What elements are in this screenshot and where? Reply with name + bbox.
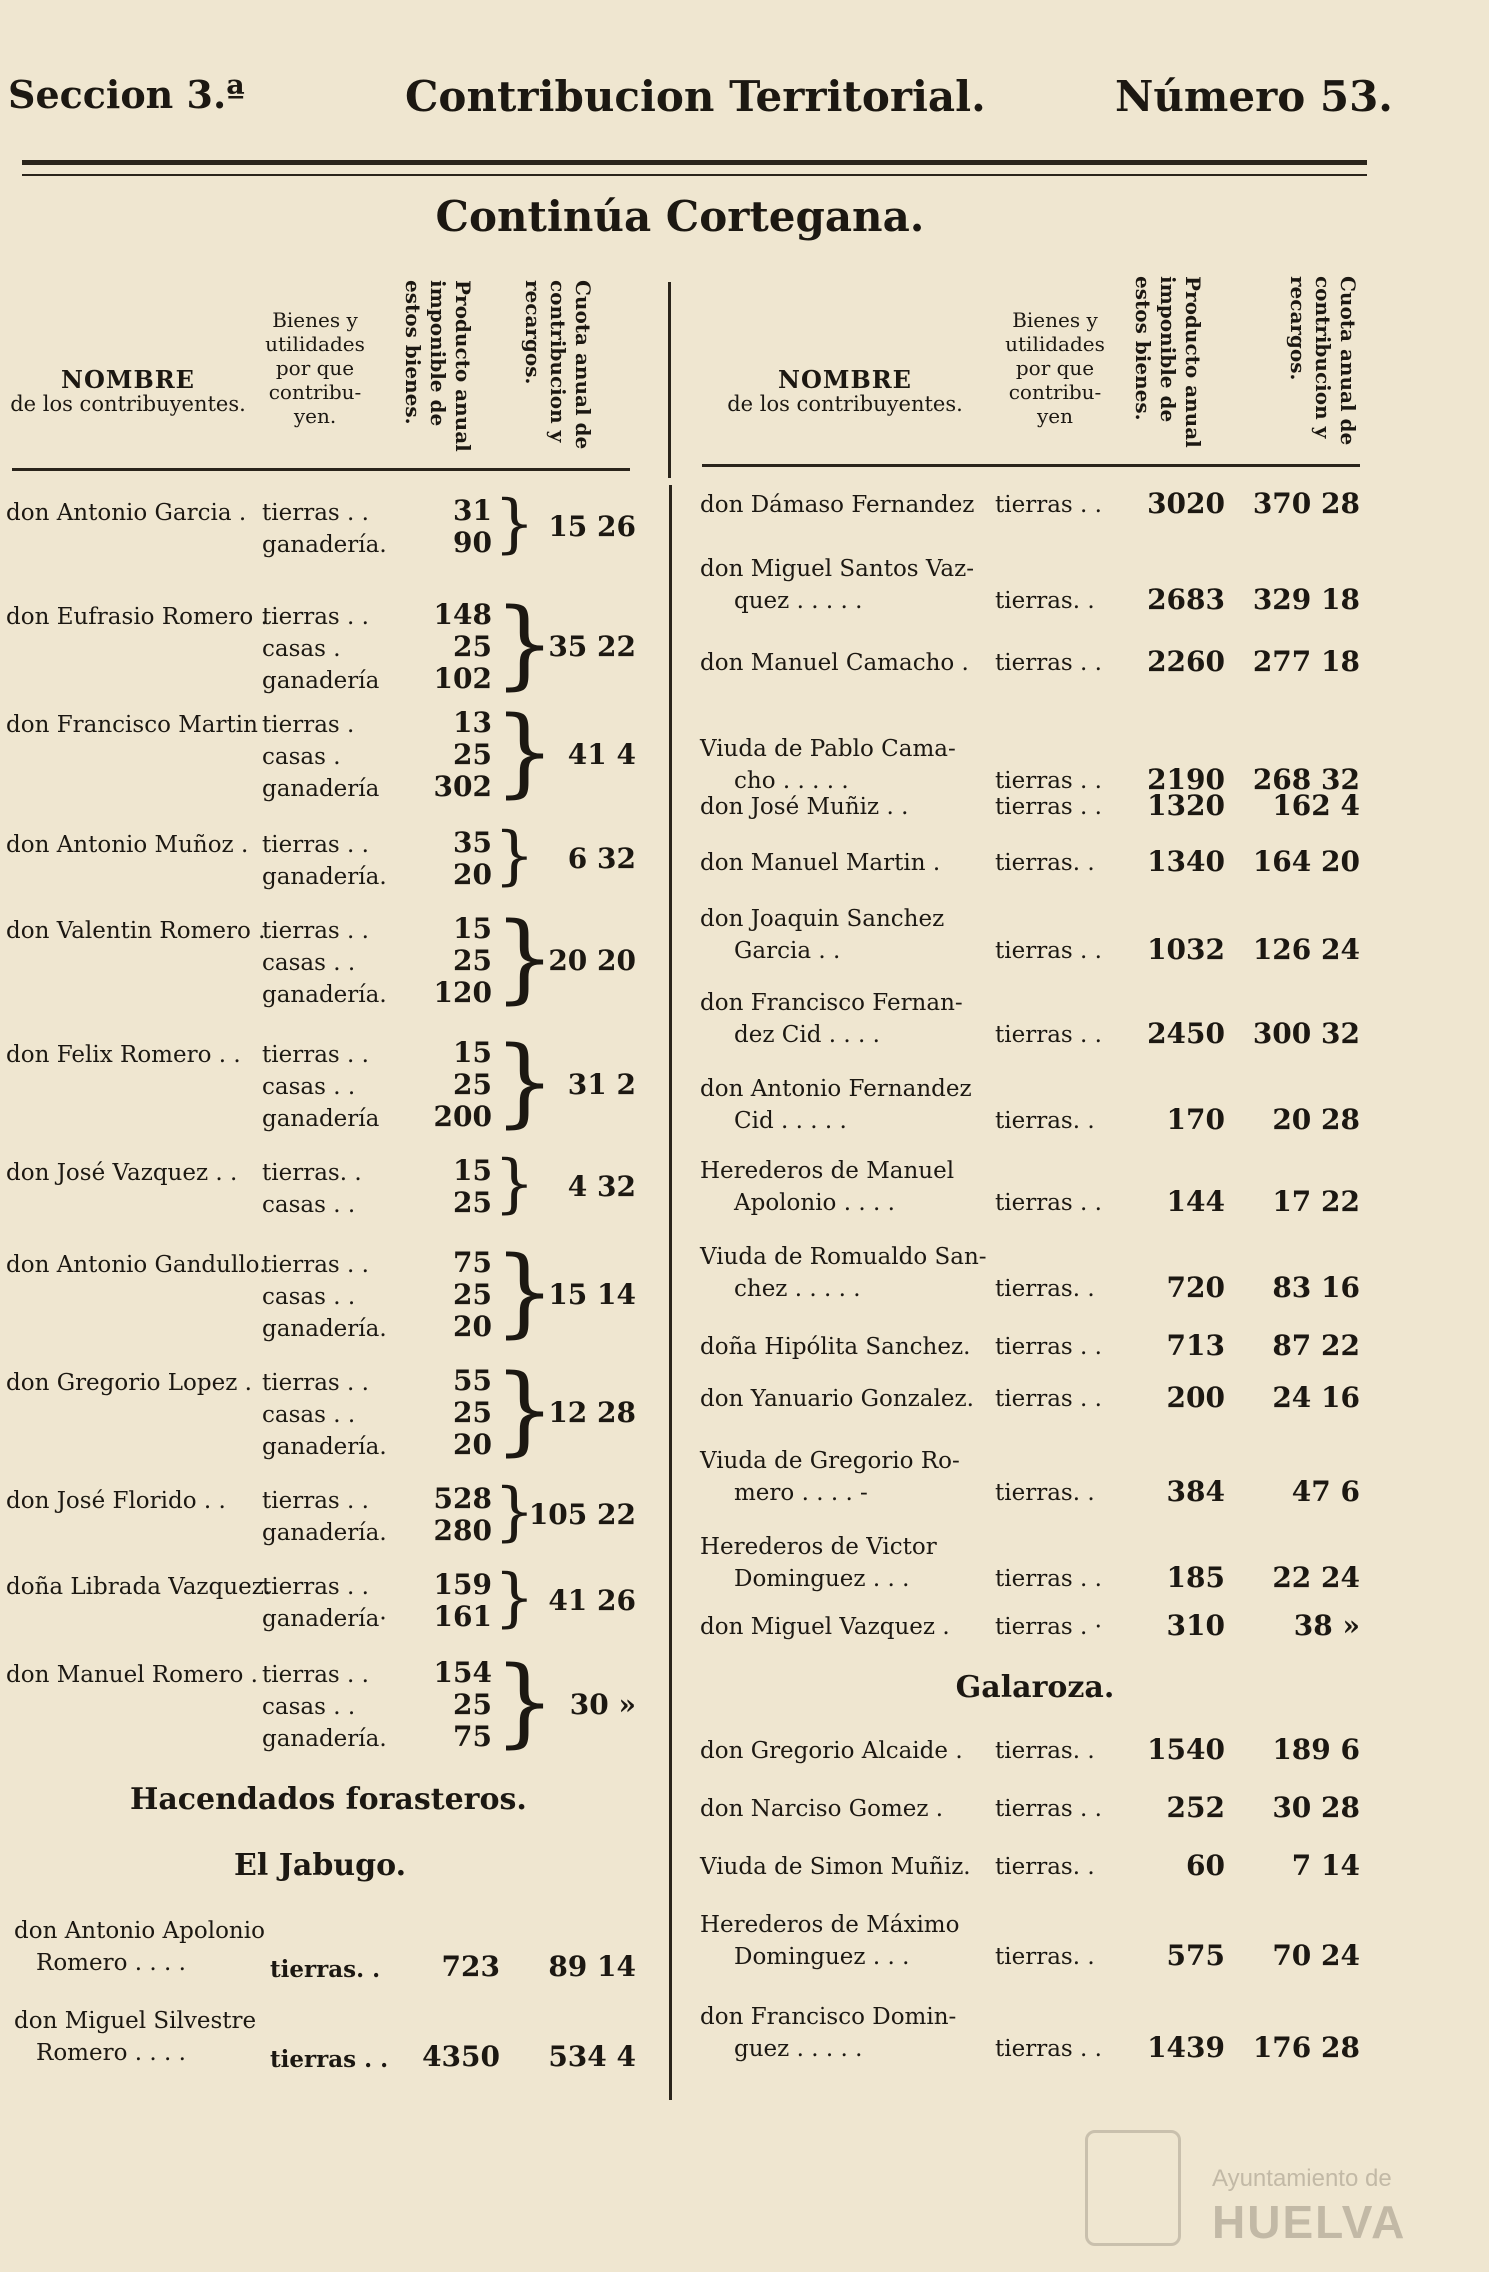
asset-type: tierras . . [995, 2036, 1102, 2062]
product-value: 280 [433, 1514, 492, 1547]
brace-icon: } [494, 819, 535, 893]
contributor-name: don Antonio Gandullo. [6, 1252, 267, 1278]
product-value: 2260 [1147, 645, 1225, 678]
contributor-name: don Narciso Gomez . [700, 1796, 944, 1822]
asset-type: casas . . [262, 1402, 356, 1428]
asset-type: ganadería. [262, 1726, 387, 1752]
product-value: 1320 [1147, 789, 1225, 822]
cuota-value: 534 4 [548, 2040, 636, 2073]
product-value: 75 [453, 1246, 492, 1279]
contributor-name: Viuda de Pablo Cama- [700, 736, 956, 762]
asset-type: tierras. . [995, 850, 1095, 876]
cuota-value: 35 22 [548, 630, 636, 663]
product-value: 120 [433, 976, 492, 1009]
product-value: 1340 [1147, 845, 1225, 878]
product-value: 575 [1166, 1939, 1225, 1972]
asset-type: casas . . [262, 1192, 356, 1218]
asset-type: ganadería [262, 1106, 380, 1132]
asset-type: tierras. . [995, 1276, 1095, 1302]
product-value: 2190 [1147, 763, 1225, 796]
subhead-hacendados: Hacendados forasteros. [130, 1782, 527, 1817]
asset-type: tierras . . [995, 794, 1102, 820]
product-value: 200 [1166, 1381, 1225, 1414]
product-value: 15 [453, 1154, 492, 1187]
product-value: 25 [453, 630, 492, 663]
cuota-value: 6 32 [567, 842, 636, 875]
contributor-name: don Miguel Silvestre [14, 2008, 257, 2034]
asset-type: tierras . . [995, 938, 1102, 964]
cuota-value: 164 20 [1252, 845, 1360, 878]
cuota-value: 4 32 [567, 1170, 636, 1203]
asset-type: ganadería. [262, 1520, 387, 1546]
bienes-label-line: utilidades [265, 332, 365, 356]
contributor-name: don Felix Romero . . [6, 1042, 241, 1068]
contributor-name: Viuda de Simon Muñiz. [700, 1854, 971, 1880]
product-value: 2683 [1147, 583, 1225, 616]
asset-type: tierras . . [995, 492, 1102, 518]
col-head-producto-right: Producto anual imponible de estos bienes. [1131, 276, 1205, 448]
brace-icon: } [494, 1354, 556, 1466]
contributor-name: don Miguel Santos Vaz- [700, 556, 975, 582]
asset-type: ganadería. [262, 532, 387, 558]
product-value: 75 [453, 1720, 492, 1753]
product-value: 1540 [1147, 1733, 1225, 1766]
product-value: 252 [1166, 1791, 1225, 1824]
brace-icon: } [494, 696, 556, 808]
col-head-bienes-right [990, 308, 1120, 428]
contributor-name: don Francisco Fernan- [700, 990, 963, 1016]
product-value: 4350 [422, 2040, 500, 2073]
page-title: Continúa Cortegana. [435, 192, 925, 241]
cuota-value: 70 24 [1272, 1939, 1360, 1972]
contributor-name-cont: Apolonio . . . . [734, 1190, 895, 1216]
subhead-galaroza: Galaroza. [955, 1670, 1115, 1705]
product-value: 3020 [1147, 487, 1225, 520]
asset-type: tierras. . [995, 1944, 1095, 1970]
cuota-value: 370 28 [1252, 487, 1360, 520]
bienes-label-line: utilidades [1005, 332, 1105, 356]
col-head-nombre-right [700, 365, 990, 416]
product-value: 55 [453, 1364, 492, 1397]
product-value: 720 [1166, 1271, 1225, 1304]
asset-type: tierras . . [995, 1386, 1102, 1412]
asset-type: tierras . . [262, 1488, 369, 1514]
contributor-name: Herederos de Victor [700, 1534, 937, 1560]
watermark-line2: HUELVA [1212, 2196, 1407, 2248]
cuota-value: 329 18 [1252, 583, 1360, 616]
asset-type: tierras . . [270, 2046, 389, 2073]
product-value: 148 [433, 598, 492, 631]
nombre-label: NOMBRE [61, 365, 195, 394]
asset-type: ganadería. [262, 864, 387, 890]
col-head-bienes-left [250, 308, 380, 428]
contributor-name: doña Hipólita Sanchez. [700, 1334, 971, 1360]
asset-type: casas . . [262, 1694, 356, 1720]
brace-icon: } [494, 1561, 535, 1635]
subhead-jabugo: El Jabugo. [233, 1848, 407, 1883]
contributor-name: don Francisco Martin [6, 712, 258, 738]
product-value: 25 [453, 738, 492, 771]
cuota-value: 30 28 [1272, 1791, 1360, 1824]
document-title: Contribucion Territorial. [405, 72, 986, 121]
cuota-value: 176 28 [1252, 2031, 1360, 2064]
product-value: 25 [453, 1068, 492, 1101]
cuota-value: 15 26 [548, 510, 636, 543]
product-value: 1032 [1147, 933, 1225, 966]
contributor-name-cont: chez . . . . . [734, 1276, 861, 1302]
brace-icon: } [494, 1147, 535, 1221]
cuota-value: 189 6 [1272, 1733, 1360, 1766]
brace-icon: } [494, 1646, 556, 1758]
asset-type: tierras. . [995, 1108, 1095, 1134]
cuota-value: 41 4 [567, 738, 636, 771]
nombre-label: NOMBRE [778, 365, 912, 394]
contributor-name: don Yanuario Gonzalez. [700, 1386, 974, 1412]
product-value: 200 [433, 1100, 492, 1133]
product-value: 723 [441, 1950, 500, 1983]
asset-type: tierras . [262, 712, 355, 738]
cuota-value: 15 14 [548, 1278, 636, 1311]
product-value: 20 [453, 1428, 492, 1461]
contributor-name: don Joaquin Sanchez [700, 906, 945, 932]
cuota-value: 12 28 [548, 1396, 636, 1429]
bienes-label-line: Bienes y [272, 308, 358, 332]
contributor-name: don Manuel Romero . [6, 1662, 258, 1688]
contributor-name: Viuda de Gregorio Ro- [700, 1448, 960, 1474]
contributor-name: don Gregorio Lopez . [6, 1370, 252, 1396]
asset-type: casas . [262, 744, 341, 770]
contributor-name-cont: dez Cid . . . . [734, 1022, 880, 1048]
product-value: 25 [453, 1396, 492, 1429]
product-value: 170 [1166, 1103, 1225, 1136]
col-head-producto-left: Producto anual imponible de estos bienes. [401, 280, 475, 452]
cuota-value: 31 2 [567, 1068, 636, 1101]
cuota-value: 20 28 [1272, 1103, 1360, 1136]
cuota-value: 24 16 [1272, 1381, 1360, 1414]
contributor-name-cont: mero . . . . - [734, 1480, 868, 1506]
contributor-name: don Dámaso Fernandez [700, 492, 975, 518]
asset-type: tierras . . [262, 604, 369, 630]
brace-icon: } [494, 588, 556, 700]
product-value: 35 [453, 826, 492, 859]
header-underline-right [702, 464, 1360, 467]
cuota-value: 105 22 [528, 1498, 636, 1531]
asset-type: tierras . . [995, 650, 1102, 676]
contributor-name: Viuda de Romualdo San- [700, 1244, 987, 1270]
product-value: 13 [453, 706, 492, 739]
asset-type: tierras . . [995, 1566, 1102, 1592]
header-rule-thick [22, 160, 1367, 165]
column-divider [669, 485, 672, 2100]
cuota-value: 22 24 [1272, 1561, 1360, 1594]
product-value: 161 [433, 1600, 492, 1633]
asset-type: tierras . . [995, 1796, 1102, 1822]
product-value: 60 [1186, 1849, 1225, 1882]
asset-type: ganadería. [262, 1316, 387, 1342]
contributor-name-cont: Dominguez . . . [734, 1566, 910, 1592]
watermark-line1: Ayuntamiento de [1212, 2165, 1392, 2192]
section-label: Seccion 3.ª [8, 72, 245, 117]
contributor-name: don José Vazquez . . [6, 1160, 238, 1186]
cuota-value: 126 24 [1252, 933, 1360, 966]
asset-type: casas . . [262, 1074, 356, 1100]
cuota-value: 30 » [569, 1688, 636, 1721]
product-value: 25 [453, 944, 492, 977]
asset-type: tierras . · [995, 1614, 1102, 1640]
asset-type: tierras . . [262, 1370, 369, 1396]
product-value: 713 [1166, 1329, 1225, 1362]
asset-type: ganadería. [262, 1434, 387, 1460]
cuota-value: 89 14 [548, 1950, 636, 1983]
product-value: 25 [453, 1186, 492, 1219]
asset-type: ganadería [262, 668, 380, 694]
asset-type: tierras . . [262, 1662, 369, 1688]
product-value: 159 [433, 1568, 492, 1601]
asset-type: tierras. . [262, 1160, 362, 1186]
contributor-name: don Miguel Vazquez . [700, 1614, 950, 1640]
asset-type: tierras. . [995, 1480, 1095, 1506]
cuota-value: 87 22 [1272, 1329, 1360, 1362]
contributor-name: don Manuel Martin . [700, 850, 941, 876]
column-divider-top [668, 282, 671, 478]
contributor-name-cont: cho . . . . . [734, 768, 849, 794]
contributor-name: Herederos de Máximo [700, 1912, 960, 1938]
contributor-name-cont: guez . . . . . [734, 2036, 863, 2062]
cuota-value: 7 14 [1291, 1849, 1360, 1882]
contributor-name: don Antonio Garcia . [6, 500, 247, 526]
asset-type: ganadería. [262, 982, 387, 1008]
asset-type: ganadería [262, 776, 380, 802]
cuota-value: 41 26 [548, 1584, 636, 1617]
bienes-label-line: contribu- [268, 380, 362, 404]
nombre-sub-label: de los contribuyentes. [727, 392, 963, 416]
product-value: 185 [1166, 1561, 1225, 1594]
header-rule-thin [22, 174, 1367, 176]
product-value: 90 [453, 526, 492, 559]
cuota-value: 17 22 [1272, 1185, 1360, 1218]
product-value: 15 [453, 912, 492, 945]
asset-type: tierras . . [262, 1574, 369, 1600]
product-value: 102 [433, 662, 492, 695]
product-value: 31 [453, 494, 492, 527]
product-value: 144 [1166, 1185, 1225, 1218]
contributor-name: Herederos de Manuel [700, 1158, 955, 1184]
bienes-label-line: contribu- [1008, 380, 1102, 404]
nombre-sub-label: de los contribuyentes. [10, 392, 246, 416]
bienes-label-line: yen [1036, 404, 1073, 428]
asset-type: casas . . [262, 950, 356, 976]
cuota-value: 83 16 [1272, 1271, 1360, 1304]
contributor-name-cont: Cid . . . . . [734, 1108, 847, 1134]
cuota-value: 277 18 [1252, 645, 1360, 678]
product-value: 302 [433, 770, 492, 803]
asset-type: tierras . . [995, 1022, 1102, 1048]
contributor-name-cont: Romero . . . . [36, 2040, 186, 2066]
contributor-name-cont: Dominguez . . . [734, 1944, 910, 1970]
contributor-name: don Antonio Apolonio [14, 1918, 265, 1944]
brace-icon: } [494, 1236, 556, 1348]
asset-type: tierras . . [262, 918, 369, 944]
contributor-name: don Eufrasio Romero . [6, 604, 268, 630]
product-value: 20 [453, 858, 492, 891]
product-value: 2450 [1147, 1017, 1225, 1050]
contributor-name-cont: Garcia . . [734, 938, 841, 964]
cuota-value: 300 32 [1252, 1017, 1360, 1050]
product-value: 384 [1166, 1475, 1225, 1508]
product-value: 154 [433, 1656, 492, 1689]
brace-icon: } [494, 1475, 535, 1549]
bienes-label-line: por que [1015, 356, 1095, 380]
contributor-name: don José Florido . . [6, 1488, 226, 1514]
asset-type: tierras . . [995, 1190, 1102, 1216]
product-value: 15 [453, 1036, 492, 1069]
municipal-seal-icon [1085, 2130, 1181, 2246]
cuota-value: 268 32 [1252, 763, 1360, 796]
brace-icon: } [494, 1026, 556, 1138]
asset-type: tierras. . [995, 1854, 1095, 1880]
asset-type: tierras . . [995, 768, 1102, 794]
bienes-label-line: yen. [293, 404, 337, 428]
contributor-name: don Antonio Fernandez [700, 1076, 972, 1102]
contributor-name-cont: Romero . . . . [36, 1950, 186, 1976]
product-value: 25 [453, 1278, 492, 1311]
asset-type: casas . [262, 636, 341, 662]
col-head-cuota-right: Cuota anual de contribucion y recargos. [1286, 276, 1360, 446]
bienes-label-line: por que [275, 356, 355, 380]
contributor-name: don Gregorio Alcaide . [700, 1738, 963, 1764]
asset-type: casas . . [262, 1284, 356, 1310]
asset-type: tierras . . [262, 832, 369, 858]
brace-icon: } [494, 902, 556, 1014]
bienes-label-line: Bienes y [1012, 308, 1098, 332]
contributor-name: don Francisco Domin- [700, 2004, 957, 2030]
contributor-name: don José Muñiz . . [700, 794, 909, 820]
product-value: 25 [453, 1688, 492, 1721]
cuota-value: 20 20 [548, 944, 636, 977]
asset-type: tierras. . [995, 1738, 1095, 1764]
asset-type: ganadería· [262, 1606, 387, 1632]
asset-type: tierras. . [270, 1956, 381, 1983]
contributor-name: don Antonio Muñoz . [6, 832, 249, 858]
product-value: 528 [433, 1482, 492, 1515]
contributor-name-cont: quez . . . . . [734, 588, 863, 614]
contributor-name: doña Librada Vazquez. [6, 1574, 272, 1600]
brace-icon: } [494, 487, 535, 561]
asset-type: tierras . . [995, 1334, 1102, 1360]
contributor-name: don Manuel Camacho . [700, 650, 969, 676]
asset-type: tierras . . [262, 1252, 369, 1278]
header-underline-left [12, 468, 630, 471]
product-value: 1439 [1147, 2031, 1225, 2064]
col-head-cuota-left: Cuota anual de contribucion y recargos. [521, 280, 595, 450]
cuota-value: 38 » [1293, 1609, 1360, 1642]
cuota-value: 162 4 [1272, 789, 1360, 822]
cuota-value: 47 6 [1291, 1475, 1360, 1508]
asset-type: tierras. . [995, 588, 1095, 614]
contributor-name: don Valentin Romero . [6, 918, 266, 944]
col-head-nombre-left [8, 365, 248, 416]
asset-type: tierras . . [262, 500, 369, 526]
product-value: 310 [1166, 1609, 1225, 1642]
product-value: 20 [453, 1310, 492, 1343]
asset-type: tierras . . [262, 1042, 369, 1068]
document-number: Número 53. [1115, 72, 1393, 121]
